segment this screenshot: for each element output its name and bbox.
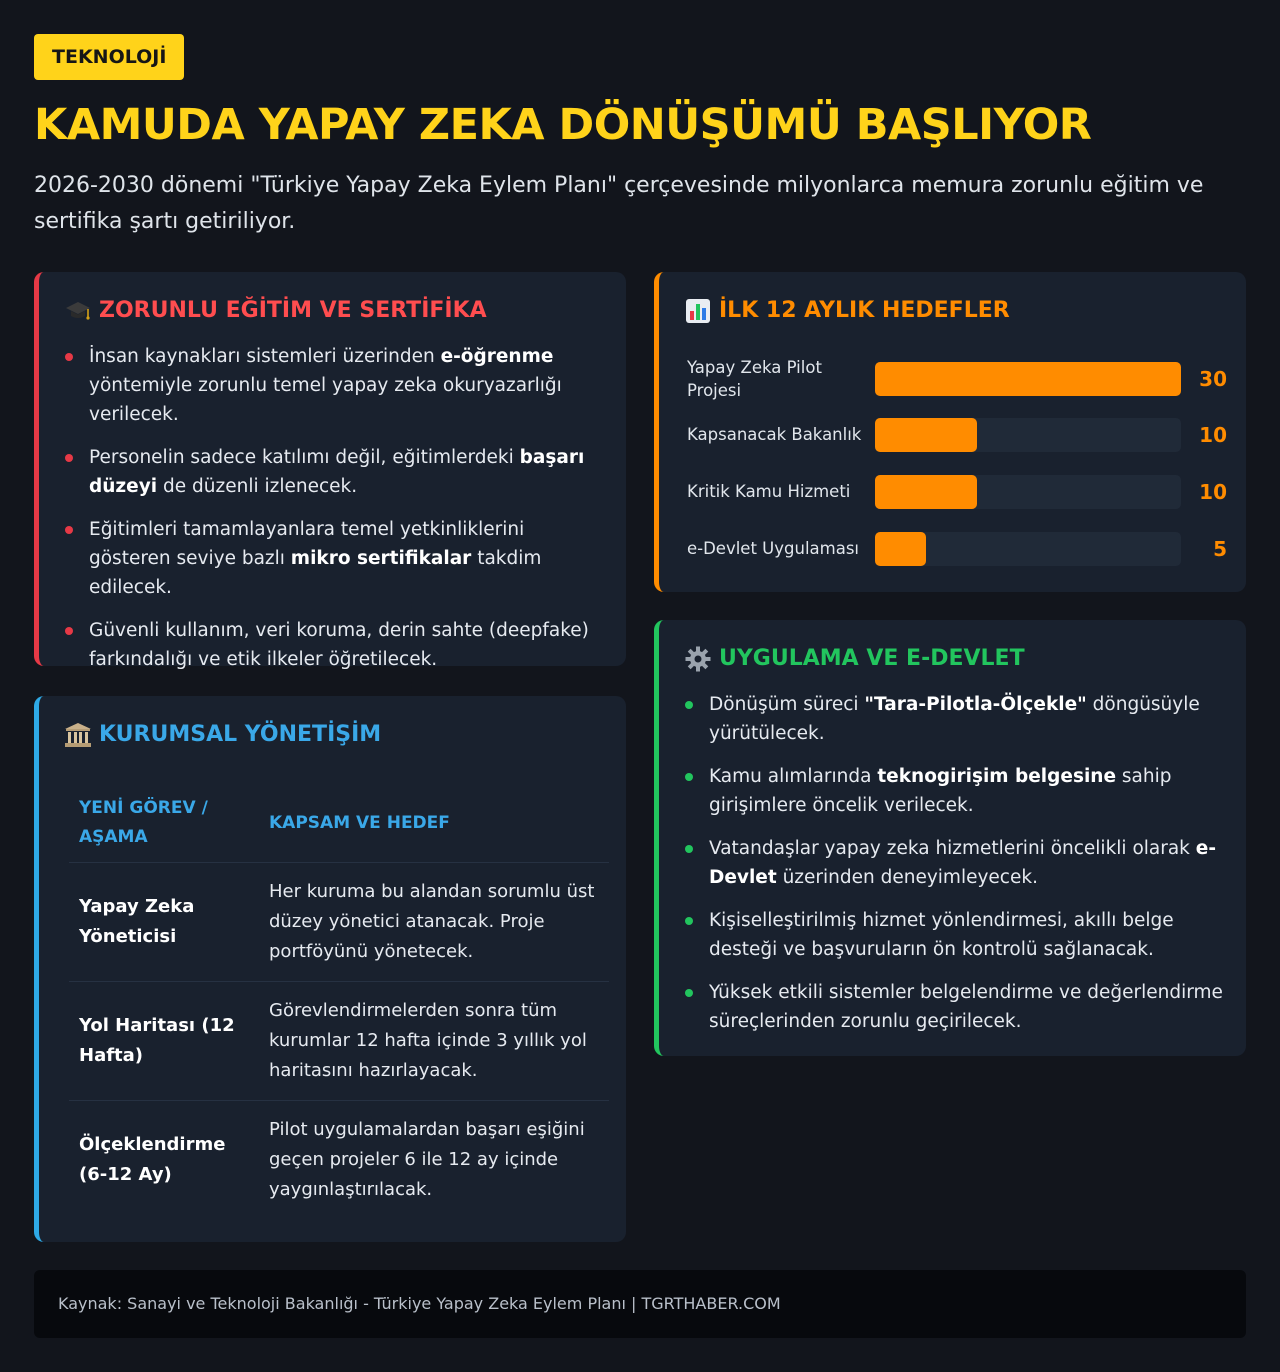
- education-card: [34, 272, 626, 670]
- government-building-icon: [63, 722, 93, 748]
- list-item: [65, 515, 605, 602]
- list-item-emphasis: mikro sertifikalar: [290, 548, 472, 569]
- table-header-scope: KAPSAM VE HEDEF: [269, 812, 450, 833]
- list-item-emphasis: e-öğrenme: [440, 346, 554, 367]
- governance-card: [34, 696, 626, 1242]
- table-row: [69, 863, 609, 982]
- table-cell-scope: Pilot uygulamalardan başarı eşiğini geçen projeler 6 ile 12 ay içinde yaygınlaştırılacak.: [259, 1101, 609, 1220]
- list-item-text: Kişiselleştirilmiş hizmet yönlendirmesi, akıllı belge desteği ve başvuruların ön kontrolü sağlanacak.: [709, 910, 1174, 960]
- table-row: [69, 1101, 609, 1220]
- implementation-title: [683, 644, 1025, 674]
- list-item-emphasis: e-Devlet: [709, 838, 1217, 888]
- governance-title: [63, 720, 381, 750]
- list-item-text: yöntemiyle zorunlu temel yapay zeka okuryazarlığı verilecek.: [89, 375, 562, 425]
- list-item-text: takdim edilecek.: [89, 548, 542, 598]
- governance-table-header: [69, 784, 609, 863]
- targets-title-text: İLK 12 AYLIK HEDEFLER: [719, 298, 1010, 323]
- bullet-dot: [65, 627, 73, 635]
- list-item: [65, 616, 605, 674]
- list-item-text: Eğitimleri tamamlayanlara temel yetkinliklerini gösteren seviye bazlı: [89, 519, 525, 569]
- implementation-list: [685, 690, 1225, 1050]
- chart-category-label: e-Devlet Uygulaması: [687, 539, 860, 558]
- bullet-dot: [685, 845, 693, 853]
- table-cell-scope: Görevlendirmelerden sonra tüm kurumlar 12 hafta içinde 3 yıllık yol haritasını hazırlayacak.: [259, 982, 609, 1101]
- list-item-text: Dönüşüm süreci: [709, 694, 865, 715]
- chart-category-label: Kritik Kamu Hizmeti: [687, 482, 851, 501]
- bar-chart-icon: [683, 298, 713, 324]
- list-item-emphasis: "Tara-Pilotla-Ölçekle": [864, 694, 1087, 715]
- governance-title-text: KURUMSAL YÖNETİŞİM: [99, 722, 382, 747]
- chart-bar: [875, 418, 977, 452]
- graduation-cap-icon: [63, 300, 93, 322]
- bullet-dot: [685, 701, 693, 709]
- chart-row: [687, 418, 1227, 464]
- bullet-dot: [65, 526, 73, 534]
- chart-bar-track: [875, 418, 1181, 452]
- list-item: [65, 443, 605, 501]
- table-cell-scope: Her kuruma bu alandan sorumlu üst düzey yönetici atanacak. Proje portföyünü yönetecek.: [259, 863, 609, 982]
- table-cell-role: Yol Haritası (12 Hafta): [69, 982, 259, 1101]
- implementation-title-text: UYGULAMA VE E-DEVLET: [719, 646, 1025, 671]
- chart-bar: [875, 362, 1181, 396]
- chart-bar: [875, 475, 977, 509]
- list-item-text: döngüsüyle yürütülecek.: [709, 694, 1200, 744]
- list-item-text: Kamu alımlarında: [709, 766, 878, 787]
- education-list: [65, 342, 605, 688]
- chart-bar: [875, 532, 926, 566]
- chart-value-label: 5: [1213, 537, 1227, 561]
- lead-paragraph: 2026-2030 dönemi "Türkiye Yapay Zeka Eylem Planı" çerçevesinde milyonlarca memura zorunlu eğitim ve sertifika şartı getiriliyor.: [34, 173, 1204, 234]
- list-item: [65, 342, 605, 429]
- list-item-text: Yüksek etkili sistemler belgelendirme ve değerlendirme süreçlerinden zorunlu geçirilecek.: [709, 982, 1223, 1032]
- bullet-dot: [65, 454, 73, 462]
- chart-bar-track: [875, 362, 1181, 396]
- list-item: [685, 762, 1225, 820]
- table-row: [69, 982, 609, 1101]
- chart-value-label: 10: [1199, 423, 1227, 447]
- chart-value-label: 10: [1199, 480, 1227, 504]
- list-item-text: de düzenli izlenecek.: [157, 476, 358, 497]
- table-header-role: YENİ GÖREV / AŞAMA: [79, 798, 208, 847]
- chart-row: [687, 356, 1227, 402]
- chart-value-label: 30: [1199, 367, 1227, 391]
- table-cell-role: Ölçeklendirme (6-12 Ay): [69, 1101, 259, 1220]
- bullet-dot: [685, 773, 693, 781]
- list-item: [685, 834, 1225, 892]
- list-item-emphasis: başarı düzeyi: [89, 447, 585, 497]
- source-footer: Kaynak: Sanayi ve Teknoloji Bakanlığı - Türkiye Yapay Zeka Eylem Planı | TGRTHABER.COM: [34, 1270, 1246, 1338]
- governance-table: [69, 784, 609, 1219]
- list-item-text: sahip girişimlere öncelik verilecek.: [709, 766, 1172, 816]
- bullet-dot: [685, 917, 693, 925]
- bullet-dot: [65, 353, 73, 361]
- list-item-text: Personelin sadece katılımı değil, eğitimlerdeki: [89, 447, 520, 468]
- category-tag: TEKNOLOJİ: [34, 34, 184, 80]
- gear-icon: [683, 646, 713, 672]
- list-item: [685, 690, 1225, 748]
- list-item-emphasis: teknogirişim belgesine: [877, 766, 1117, 787]
- chart-row: [687, 532, 1227, 578]
- chart-bar-track: [875, 532, 1181, 566]
- list-item: [685, 906, 1225, 964]
- list-item-text: üzerinden deneyimleyecek.: [776, 867, 1038, 888]
- list-item-text: Vatandaşlar yapay zeka hizmetlerini öncelikli olarak: [709, 838, 1196, 859]
- implementation-card: [654, 620, 1246, 1056]
- education-title-text: ZORUNLU EĞİTİM VE SERTİFİKA: [99, 298, 487, 323]
- list-item: [685, 978, 1225, 1036]
- chart-bar-track: [875, 475, 1181, 509]
- targets-title: [683, 296, 1010, 326]
- bullet-dot: [685, 989, 693, 997]
- targets-card: [654, 272, 1246, 592]
- education-title: [63, 296, 487, 326]
- chart-category-label: Kapsanacak Bakanlık: [687, 425, 862, 444]
- list-item-text: İnsan kaynakları sistemleri üzerinden: [89, 346, 441, 367]
- list-item-text: Güvenli kullanım, veri koruma, derin sahte (deepfake) farkındalığı ve etik ilkeler öğretilecek.: [89, 620, 589, 670]
- chart-row: [687, 475, 1227, 521]
- headline: KAMUDA YAPAY ZEKA DÖNÜŞÜMÜ BAŞLIYOR: [34, 100, 1092, 150]
- chart-category-label: Yapay Zeka Pilot Projesi: [687, 358, 822, 400]
- table-cell-role: Yapay Zeka Yöneticisi: [69, 863, 259, 982]
